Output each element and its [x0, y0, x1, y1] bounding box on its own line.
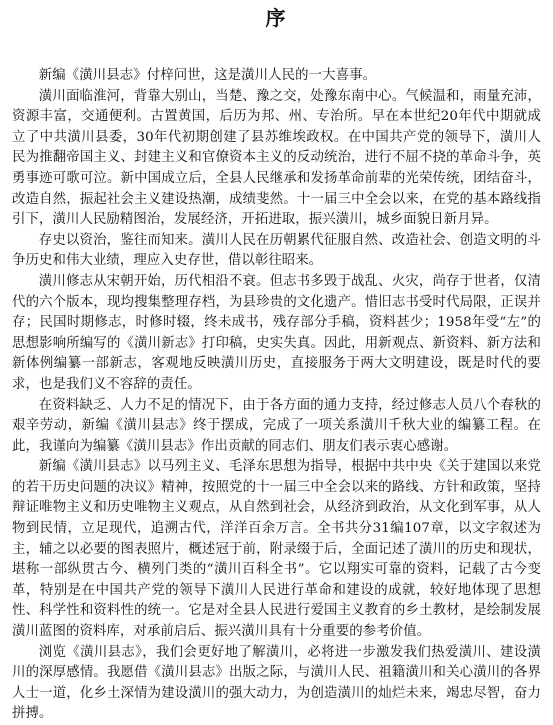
paragraph: 在资料缺乏、人力不足的情况下，由于各方面的通力支持，经过修志人员八个春秋的艰辛劳动，新编《潢川县志》终于摆成，完成了一项关系潢川千秋大业的编纂工程。在此，我谨向为编纂《潢川县志》作出贡献的同志们、朋友们表示衷心感谢。 [12, 397, 541, 454]
preface-title: 序 [265, 6, 288, 30]
paragraph: 新编《潢川县志》以马列主义、毛泽东思想为指导，根据中共中央《关于建国以来党的若干历史问题的决议》精神，按照党的十一届三中全会以来的路线、方针和政策，坚持辩证唯物主义和历史唯物主义观点，从自然到社会，从经济到政治，从文化到军事，从人物到民情，立足现代，追溯古代，洋洋百余万言。全书共分31编107章，以文字叙述为主，辅之以必要的图表照片，概述冠于前，附录缀于后，全面记述了潢川的历史和现状，堪称一部纵贯古今、横列门类的“潢川百科全书”。它以翔实可靠的资料，记载了古今变革，特别是在中国共产党的领导下潢川人民进行革命和建设的成就，较好地体现了思想性、科学性和资料性的统一。它是对全县人民进行爱国主义教育的乡土教材，是绘制发展潢川蓝图的资料库，对承前启后、振兴潢川具有十分重要的参考价值。 [12, 459, 541, 640]
paragraph: 存史以资治，鉴往而知来。潢川人民在历朝累代征服自然、改造社会、创造文明的斗争历史和伟大业绩，理应入史存世，借以彰往昭来。 [12, 232, 541, 269]
preface-body [12, 66, 541, 725]
paragraph: 浏览《潢川县志》，我们会更好地了解潢川，必将进一步激发我们热爱潢川、建设潢川的深厚感情。我愿借《潢川县志》出版之际，与潢川人民、祖籍潢川和关心潢川的各界人士一道，化乡土深情为建设潢川的强大动力，为创造潢川的灿烂未来，竭忠尽智，奋力拼搏。 [12, 644, 541, 722]
paragraph: 潢川面临淮河，背靠大别山，当楚、豫之交，处豫东南中心。气候温和，雨量充沛，资源丰富，交通便利。古置黄国，后历为邦、州、专治所。早在本世纪20年代中期就成立了中共潢川县委，30年代初期创建了县苏维埃政权。在中国共产党的领导下，潢川人民为推翻帝国主义、封建主义和官僚资本主义的反动统治，进行不屈不挠的革命斗争，英勇事迹可歌可泣。新中国成立后，全县人民继承和发扬革命前辈的光荣传统，团结奋斗，改造自然，振起社会主义建设热潮，成绩斐然。十一届三中全会以来，在党的基本路线指引下，潢川人民励精图治，发展经济，开拓进取，振兴潢川，城乡面貌日新月异。 [12, 88, 541, 228]
paragraph: 潢川修志从宋朝开始，历代相沿不衰。但志书多毁于战乱、火灾，尚存于世者，仅清代的六个版本，现均搜集整理存档，为县珍贵的文化遗产。惜旧志书受时代局限，正误并存；民国时期修志，时修时辍，终未成书，残存部分手稿，资料甚少；1958年受“左”的思想影响所编写的《潢川新志》打印稿，史实失真。因此，用新观点、新资料、新方法和新体例编纂一部新志，客观地反映潢川历史，直接服务于两大文明建设，既是时代的要求，也是我们义不容辞的责任。 [12, 273, 541, 392]
paragraph: 新编《潢川县志》付梓问世，这是潢川人民的一大喜事。 [38, 68, 377, 83]
